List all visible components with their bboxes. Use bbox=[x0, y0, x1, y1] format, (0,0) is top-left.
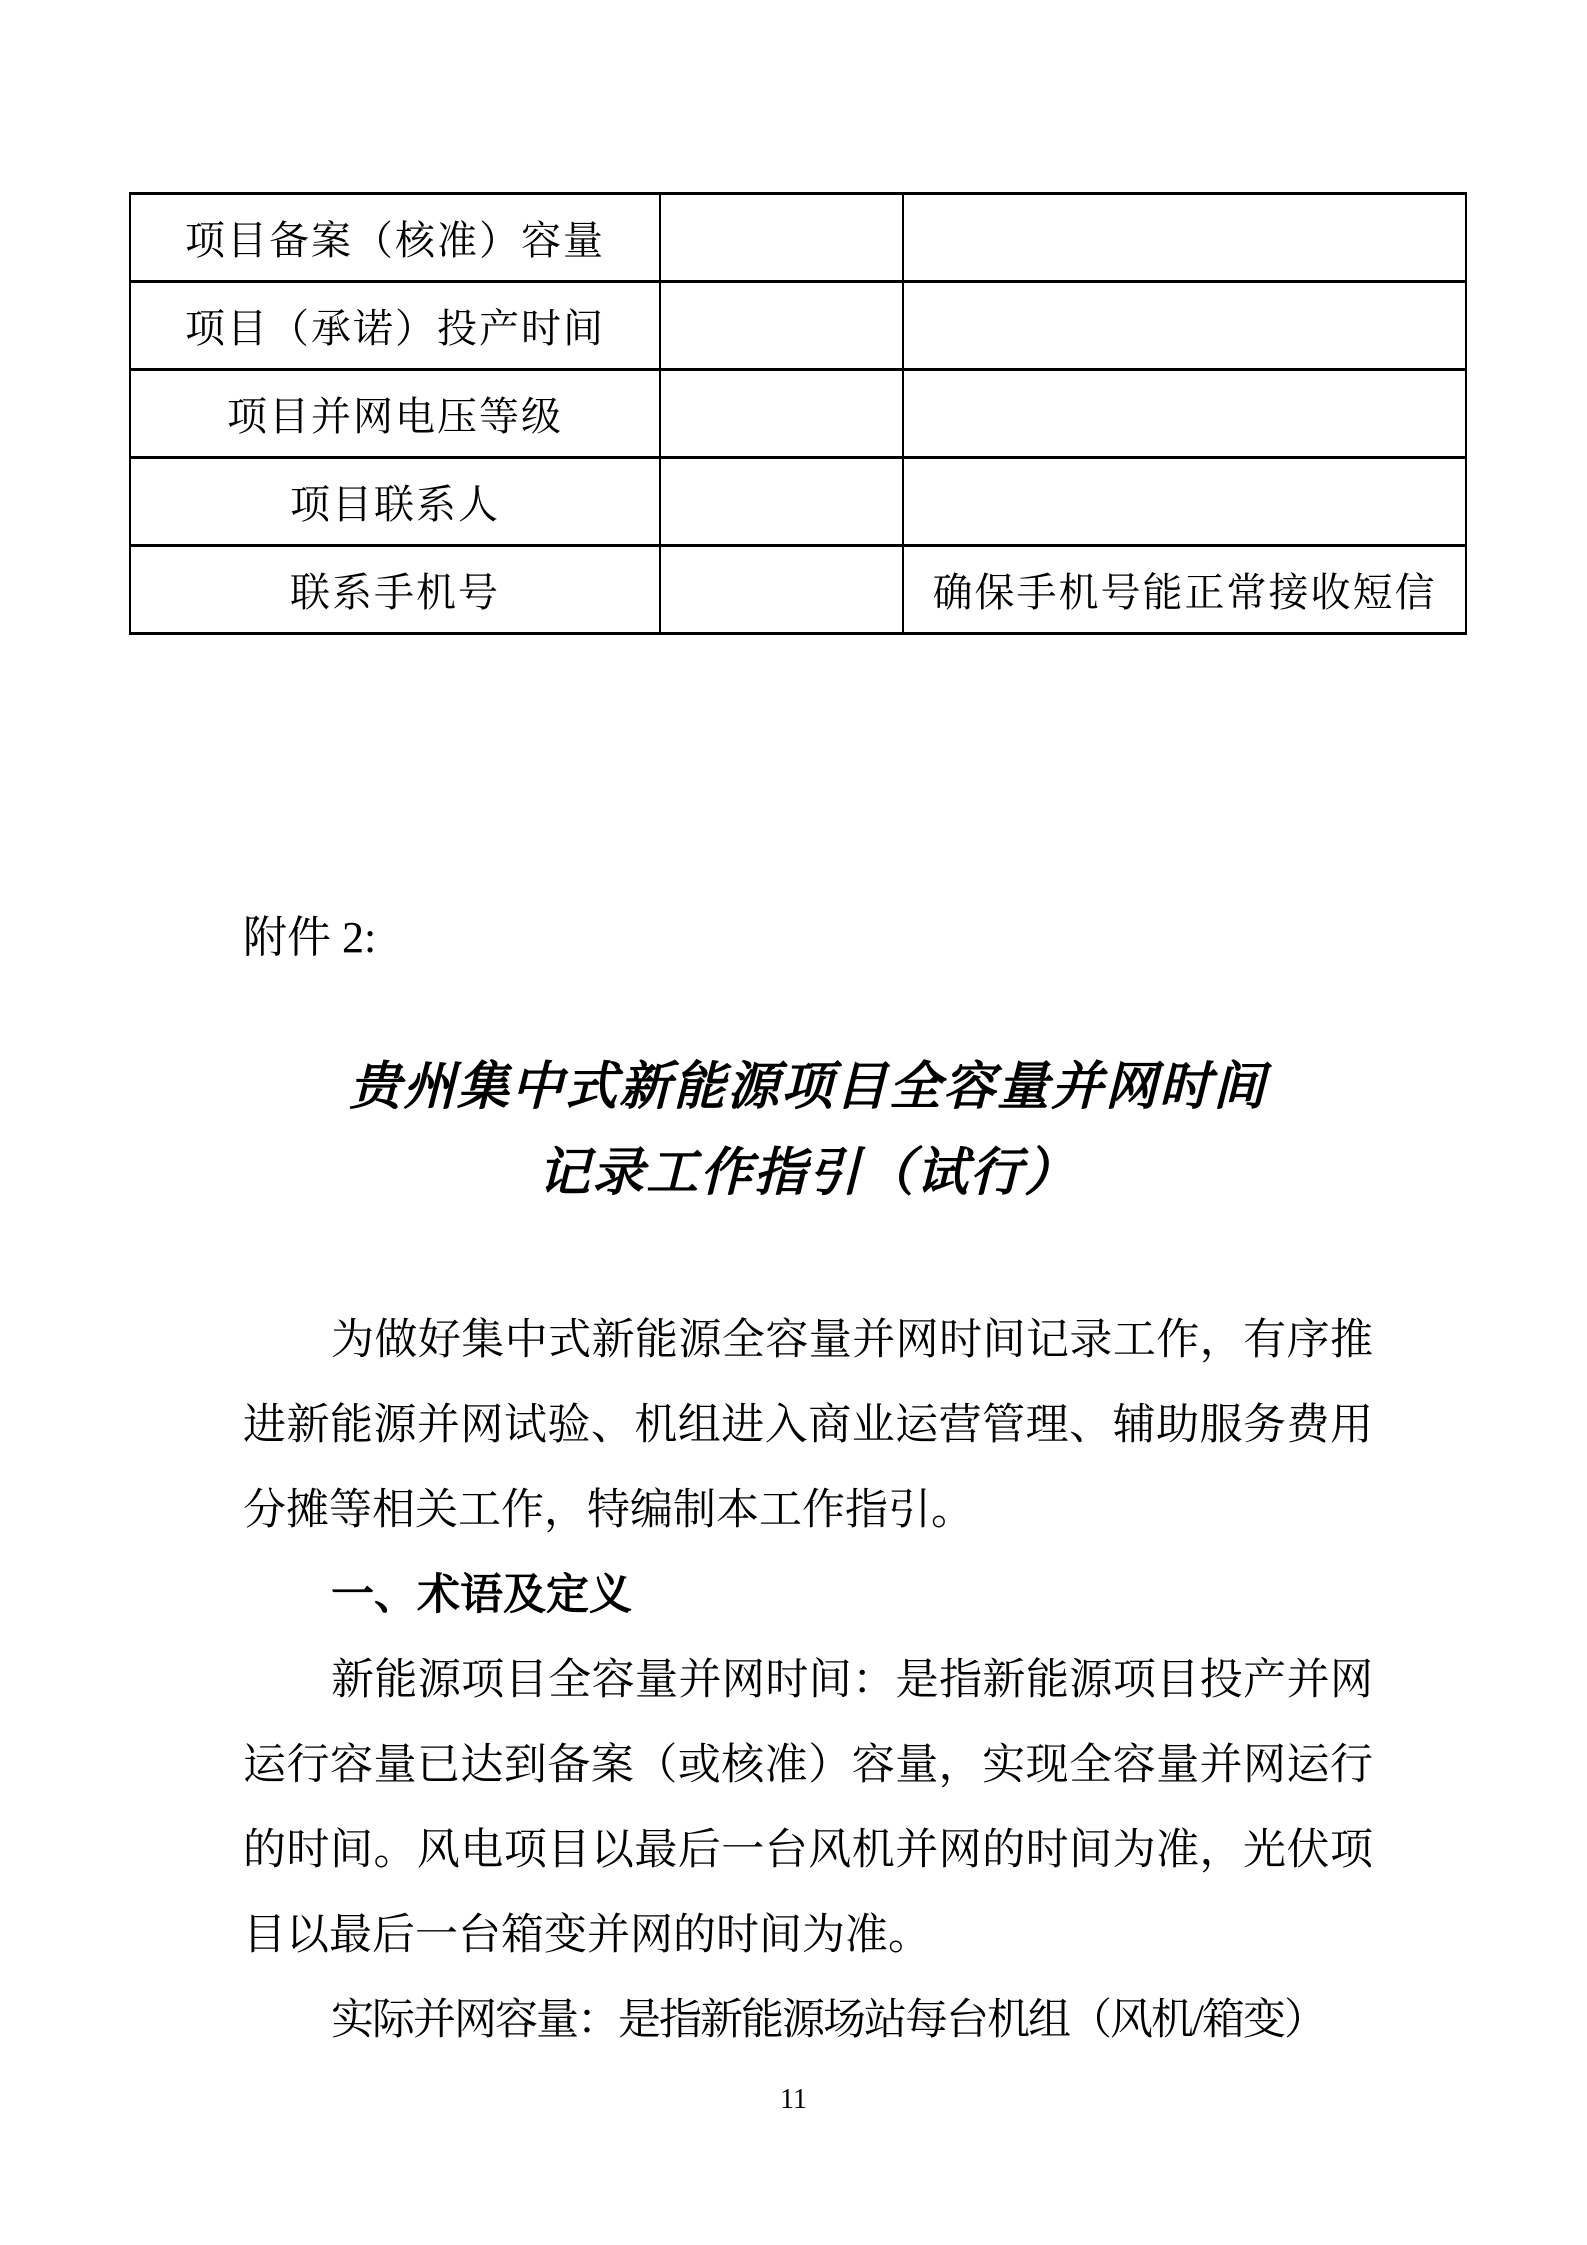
row-value-phone-number bbox=[660, 546, 903, 634]
row-value-capacity bbox=[660, 194, 903, 282]
row-label-capacity: 项目备案（核准）容量 bbox=[130, 194, 660, 282]
body-line: 分摊等相关工作，特编制本工作指引。 bbox=[243, 1487, 974, 1534]
table-row bbox=[130, 546, 1466, 634]
table-row bbox=[130, 458, 1466, 546]
row-note-voltage-level bbox=[903, 370, 1466, 458]
row-label-voltage-level: 项目并网电压等级 bbox=[130, 370, 660, 458]
row-value-voltage-level bbox=[660, 370, 903, 458]
project-info-table bbox=[129, 192, 1467, 635]
row-label-commission-time: 项目（承诺）投产时间 bbox=[130, 282, 660, 370]
row-note-phone-number: 确保手机号能正常接收短信 bbox=[903, 546, 1466, 634]
row-note-capacity bbox=[903, 194, 1466, 282]
table-row bbox=[130, 370, 1466, 458]
document-title-line1: 贵州集中式新能源项目全容量并网时间 bbox=[348, 1059, 1267, 1116]
row-note-contact-person bbox=[903, 458, 1466, 546]
body-line: 为做好集中式新能源全容量并网时间记录工作，有序推 bbox=[331, 1317, 1373, 1364]
table-row bbox=[130, 194, 1466, 282]
body-line: 进新能源并网试验、机组进入商业运营管理、辅助服务费用 bbox=[243, 1402, 1373, 1449]
body-line: 目以最后一台箱变并网的时间为准。 bbox=[243, 1912, 931, 1959]
row-label-phone-number: 联系手机号 bbox=[130, 546, 660, 634]
body-line: 运行容量已达到备案（或核准）容量，实现全容量并网运行 bbox=[243, 1742, 1373, 1789]
table-row bbox=[130, 282, 1466, 370]
body-line: 新能源项目全容量并网时间：是指新能源项目投产并网 bbox=[331, 1657, 1373, 1704]
body-text bbox=[243, 1298, 1373, 2063]
row-note-commission-time bbox=[903, 282, 1466, 370]
document-title-line2: 记录工作指引（试行） bbox=[537, 1145, 1078, 1202]
row-value-contact-person bbox=[660, 458, 903, 546]
body-line: 的时间。风电项目以最后一台风机并网的时间为准，光伏项 bbox=[243, 1827, 1373, 1874]
attachment-label: 附件 2: bbox=[243, 913, 377, 962]
page-number: 11 bbox=[780, 2084, 807, 2115]
row-label-contact-person: 项目联系人 bbox=[130, 458, 660, 546]
body-line: 实际并网容量：是指新能源场站每台机组（风机/箱变） bbox=[331, 1997, 1325, 2044]
section-heading: 一、术语及定义 bbox=[331, 1572, 632, 1619]
row-value-commission-time bbox=[660, 282, 903, 370]
